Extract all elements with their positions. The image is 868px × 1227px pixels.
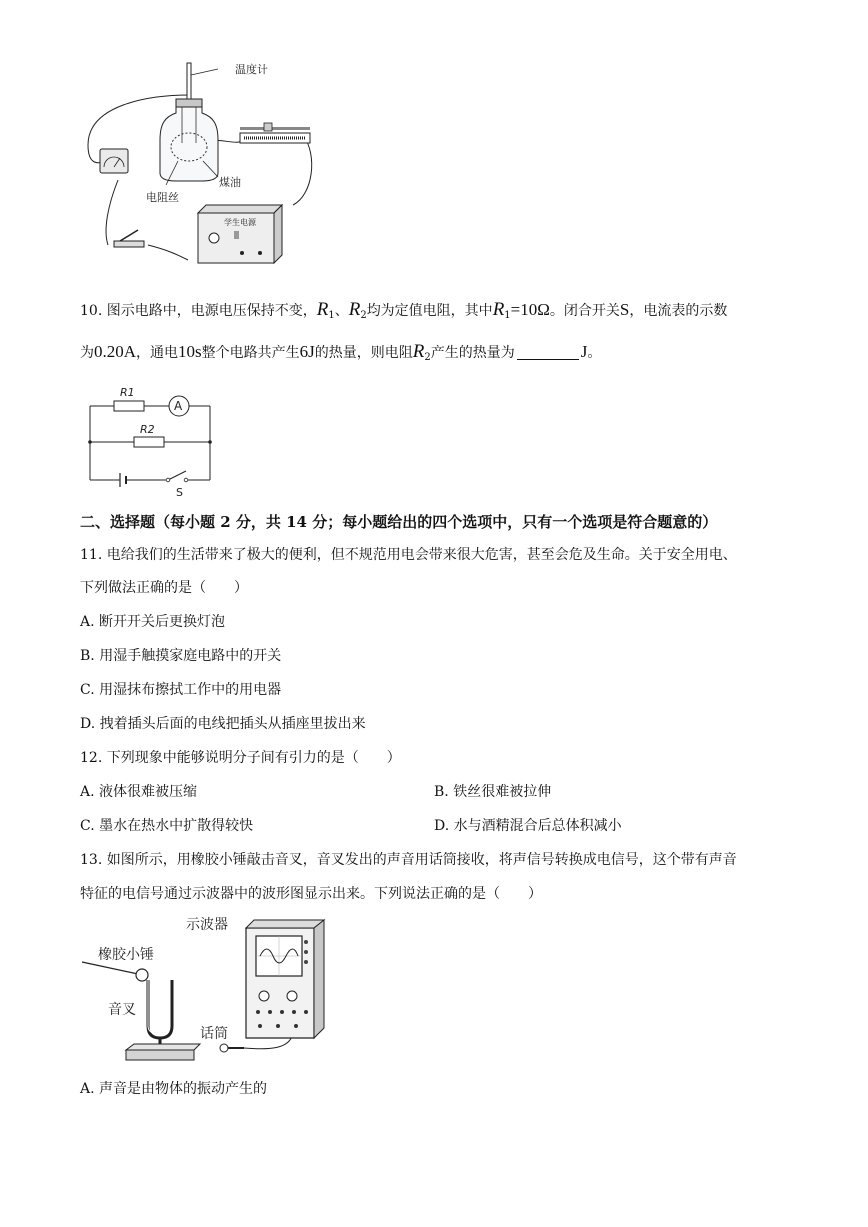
q10-text: 。 (587, 345, 602, 361)
q10-circuit-diagram (84, 380, 224, 500)
tuning-fork-oscilloscope-figure (78, 908, 338, 1068)
q12-option-c[interactable]: C. 墨水在热水中扩散得较快 (80, 818, 254, 834)
q10-line2 (80, 342, 601, 368)
q10-text: ，电流表的示数 (629, 303, 728, 319)
q13-stem-line2: 特征的电信号通过示波器中的波形图显示出来。下列说法正确的是（ ） (80, 886, 542, 902)
q11-option-a[interactable]: A. 断开开关后更换灯泡 (80, 614, 226, 630)
q10-text: 为 (80, 345, 94, 361)
circuit-ammeter-label: A (174, 399, 183, 413)
q10-text: 的热量，则电阻 (314, 345, 413, 361)
r1-subscript: 1 (504, 310, 511, 321)
q10-sep: 、 (334, 303, 349, 319)
q12-option-d[interactable]: D. 水与酒精混合后总体积减小 (434, 818, 622, 834)
label-microphone: 话筒 (200, 1026, 228, 1042)
r2-symbol: R (412, 341, 425, 362)
label-thermometer: 温度计 (235, 63, 268, 76)
label-hammer: 橡胶小锤 (98, 947, 154, 963)
circuit-switch-label: S (176, 486, 183, 499)
q13-stem-line1: 13. 如图所示，用橡胶小锤敲击音叉，音叉发出的声音用话筒接收，将声信号转换成电信号，这个带有声音 (80, 852, 737, 868)
q12-option-b[interactable]: B. 铁丝很难被拉伸 (434, 784, 552, 800)
label-resistance-wire: 电阻丝 (146, 191, 179, 204)
q13-option-a[interactable]: A. 声音是由物体的振动产生的 (80, 1081, 268, 1097)
current-value: 0.20A (94, 342, 137, 361)
time-value: 10s (178, 342, 202, 361)
q11-option-d[interactable]: D. 拽着插头后面的电线把插头从插座里拔出来 (80, 716, 366, 732)
q12-option-a[interactable]: A. 液体很难被压缩 (80, 784, 198, 800)
switch-symbol: S (619, 300, 630, 319)
unit-joule: J (580, 342, 588, 361)
q12-stem: 12. 下列现象中能够说明分子间有引力的是（ ） (80, 750, 401, 766)
label-power-supply: 学生电源 (224, 218, 256, 227)
r2-subscript: 2 (360, 310, 367, 321)
label-tuning-fork: 音叉 (108, 1002, 136, 1018)
label-kerosene: 煤油 (219, 176, 241, 189)
answer-blank[interactable] (517, 345, 579, 360)
q10-text: 10. 图示电路中，电源电压保持不变， (80, 303, 317, 319)
section-heading: 二、选择题（每小题 2 分，共 14 分；每小题给出的四个选项中，只有一个选项是符合题意的） (80, 513, 718, 531)
r1-value: =10Ω (510, 300, 550, 319)
q10-text: 产生的热量为 (430, 345, 515, 361)
circuit-r1-label: R1 (120, 386, 135, 399)
q10-line1 (80, 300, 727, 326)
q10-text: ，通电 (136, 345, 179, 361)
r1-subscript: 1 (328, 310, 335, 321)
q11-option-c[interactable]: C. 用湿抹布擦拭工作中的用电器 (80, 682, 282, 698)
r1-symbol: R (316, 299, 329, 320)
heat-value: 6J (299, 342, 315, 361)
q10-text: 均为定值电阻，其中 (366, 303, 493, 319)
q10-text: 。闭合开关 (549, 303, 620, 319)
q10-text: 整个电路共产生 (201, 345, 300, 361)
q11-stem-line2: 下列做法正确的是（ ） (80, 580, 248, 596)
label-oscilloscope: 示波器 (186, 917, 228, 933)
circuit-r2-label: R2 (140, 423, 155, 436)
r2-symbol: R (348, 299, 361, 320)
q11-option-b[interactable]: B. 用湿手触摸家庭电路中的开关 (80, 648, 282, 664)
q11-stem-line1: 11. 电给我们的生活带来了极大的便利，但不规范用电会带来很大危害，甚至会危及生命。关于安全用电、 (80, 547, 737, 563)
joule-heating-apparatus-figure (78, 55, 338, 275)
r2-subscript: 2 (424, 352, 431, 363)
r1-symbol: R (492, 299, 505, 320)
